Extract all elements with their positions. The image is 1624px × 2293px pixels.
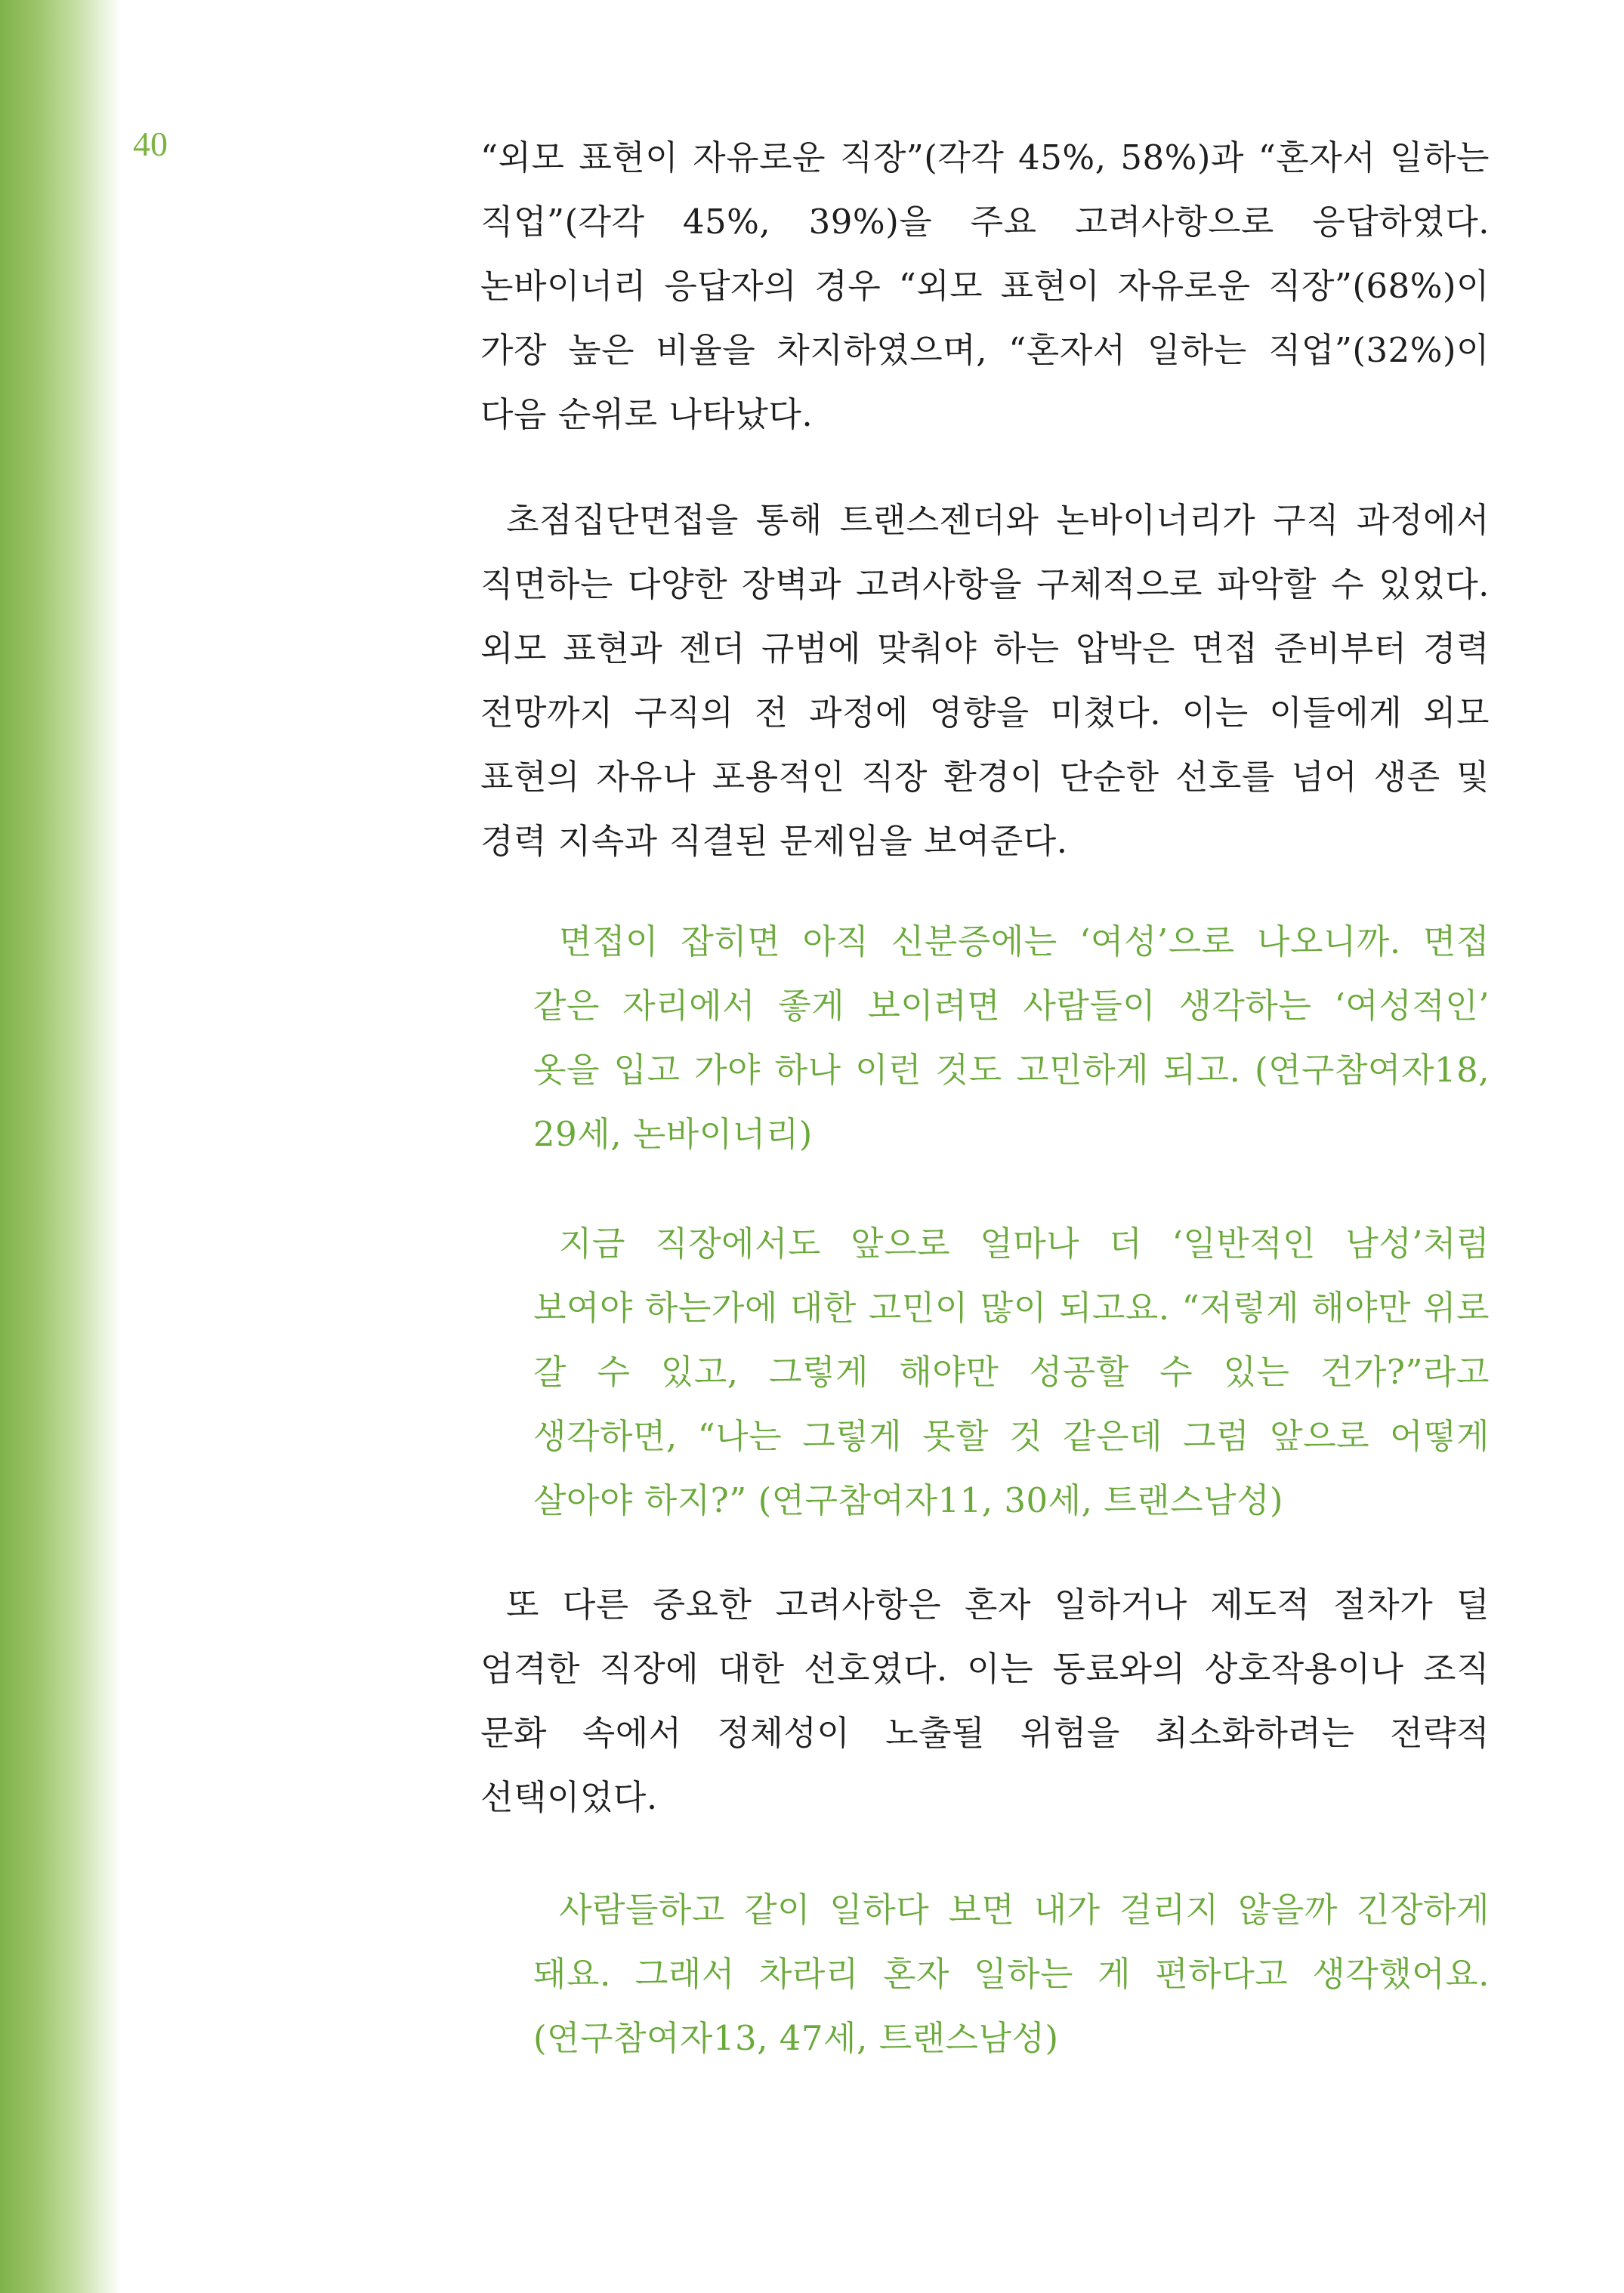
interview-quote-participant-13: 사람들하고 같이 일하다 보면 내가 걸리지 않을까 긴장하게 돼요. 그래서 차라리 혼자 일하는 게 편하다고 생각했어요. (연구참여자13, 47세, 트랜스남성) bbox=[533, 1890, 1490, 2058]
body-paragraph-survey-results: “외모 표현이 자유로운 직장”(각각 45%, 58%)과 “혼자서 일하는 직업”(각각 45%, 39%)을 주요 고려사항으로 응답하였다. 논바이너리 응답자의 경우 “외모 표현이 자유로운 직장”(68%)이 가장 높은 비율을 차지하였으며, “혼자서 일하는 직업”(32%)이 다음 순위로 나타났다. bbox=[480, 137, 1490, 434]
interview-quote-participant-11: 지금 직장에서도 앞으로 얼마나 더 ‘일반적인 남성’처럼 보여야 하는가에 대한 고민이 많이 되고요. “저렇게 해야만 위로 갈 수 있고, 그렇게 해야만 성공할 수 있는 건가?”라고 생각하면, “나는 그렇게 못할 것 같은데 그럼 앞으로 어떻게 살아야 하지?” (연구참여자11, 30세, 트랜스남성) bbox=[533, 1224, 1490, 1520]
body-paragraph-focus-group: 초점집단면접을 통해 트랜스젠더와 논바이너리가 구직 과정에서 직면하는 다양한 장벽과 고려사항을 구체적으로 파악할 수 있었다. 외모 표현과 젠더 규범에 맞춰야 하는 압박은 면접 준비부터 경력 전망까지 구직의 전 과정에 영향을 미쳤다. 이는 이들에게 외모 표현의 자유나 포용적인 직장 환경이 단순한 선호를 넘어 생존 및 경력 지속과 직결된 문제임을 보여준다. bbox=[480, 500, 1490, 861]
interview-quote-participant-18: 면접이 잡히면 아직 신분증에는 ‘여성’으로 나오니까. 면접 같은 자리에서 좋게 보이려면 사람들이 생각하는 ‘여성적인’ 옷을 입고 가야 하나 이런 것도 고민하게 되고. (연구참여자18, 29세, 논바이너리) bbox=[533, 921, 1490, 1154]
page-number: 40 bbox=[133, 125, 168, 163]
body-paragraph-working-alone: 또 다른 중요한 고려사항은 혼자 일하거나 제도적 절차가 덜 엄격한 직장에 대한 선호였다. 이는 동료와의 상호작용이나 조직 문화 속에서 정체성이 노출될 위험을 최소화하려는 전략적 선택이었다. bbox=[480, 1585, 1490, 1817]
